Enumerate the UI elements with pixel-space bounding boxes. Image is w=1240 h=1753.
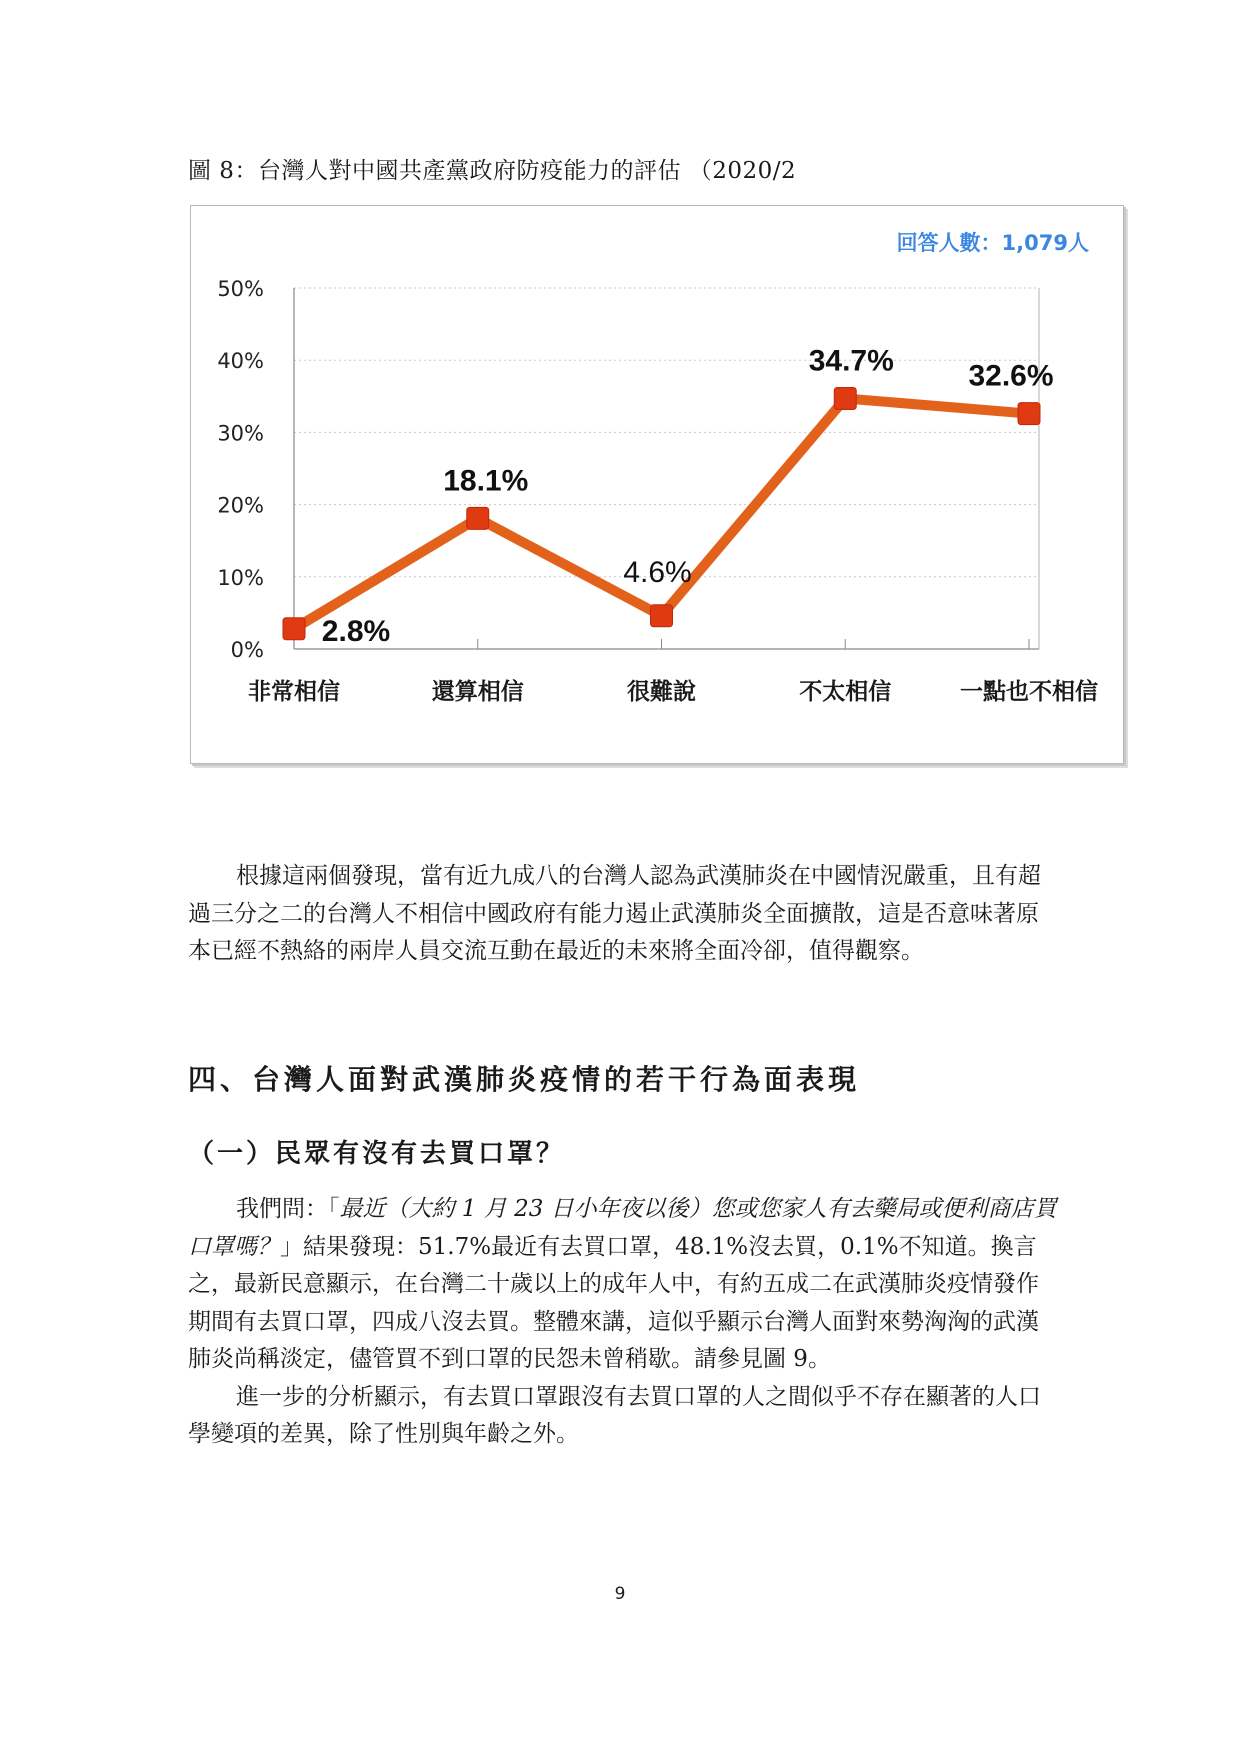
paragraph-3-text: 進一步的分析顯示，有去買口罩跟沒有去買口罩的人之間似乎不存在顯著的人口學變項的差異，除了性別與年齡之外。 <box>188 1383 1041 1447</box>
respondent-count: 回答人數：1,079人 <box>896 231 1089 255</box>
x-category-label: 非常相信 <box>248 679 340 705</box>
figure-caption: 圖 8：台灣人對中國共產黨政府防疫能力的評估 （2020/2 <box>188 158 797 184</box>
chart-frame <box>190 205 1124 764</box>
y-tick-label: 10% <box>217 565 264 590</box>
data-label: 18.1% <box>443 464 529 498</box>
data-point-marker <box>467 507 489 529</box>
paragraph-2-lead: 我們問：「 <box>236 1196 340 1222</box>
paragraph-2 <box>188 1191 1058 1454</box>
data-point-marker <box>651 605 673 627</box>
paragraph-1 <box>188 858 1058 971</box>
line-chart <box>191 206 1123 763</box>
data-label: 32.6% <box>968 359 1054 393</box>
survey-question: 最近（大約 1 月 23 日小年夜以後）您或您家人有去藥局或便利商店買口罩嗎？ <box>188 1196 1057 1260</box>
data-point-marker <box>283 618 305 640</box>
paragraph-2-rest: 」結果發現：51.7%最近有去買口罩，48.1%沒去買，0.1%不知道。換言之，最新民意顯示，在台灣二十歲以上的成年人中，有約五成二在武漢肺炎疫情發作期間有去買口罩，四成八沒去買。整體來講，這似乎顯示台灣人面對來勢洶洶的武漢肺炎尚稱淡定，儘管買不到口罩的民怨未曾稍歇。請參見圖 9。 <box>188 1233 1039 1372</box>
subsection-title: （一）民眾有沒有去買口罩？ <box>188 1139 566 1169</box>
data-point-marker <box>1018 403 1040 425</box>
page-number: 9 <box>614 1584 626 1604</box>
series-line <box>294 398 1029 628</box>
data-point-marker <box>834 387 856 409</box>
x-category-label: 很難說 <box>627 679 696 705</box>
data-label: 34.7% <box>808 344 894 378</box>
y-tick-label: 50% <box>217 277 264 301</box>
y-tick-label: 40% <box>217 349 264 374</box>
x-category-label: 一點也不相信 <box>960 679 1098 705</box>
data-label: 2.8% <box>321 614 391 648</box>
data-label: 4.6% <box>623 555 692 589</box>
section-title: 四、台灣人面對武漢肺炎疫情的若干行為面表現 <box>188 1063 861 1096</box>
x-category-label: 不太相信 <box>799 679 892 705</box>
x-category-label: 還算相信 <box>431 679 524 705</box>
y-tick-label: 30% <box>217 421 264 446</box>
y-tick-label: 0% <box>230 638 264 662</box>
y-tick-label: 20% <box>217 493 264 518</box>
paragraph-1-text: 根據這兩個發現，當有近九成八的台灣人認為武漢肺炎在中國情況嚴重，且有超過三分之二的台灣人不相信中國政府有能力遏止武漢肺炎全面擴散，這是否意味著原本已經不熱絡的兩岸人員交流互動在最近的未來將全面冷卻，值得觀察。 <box>188 863 1041 964</box>
